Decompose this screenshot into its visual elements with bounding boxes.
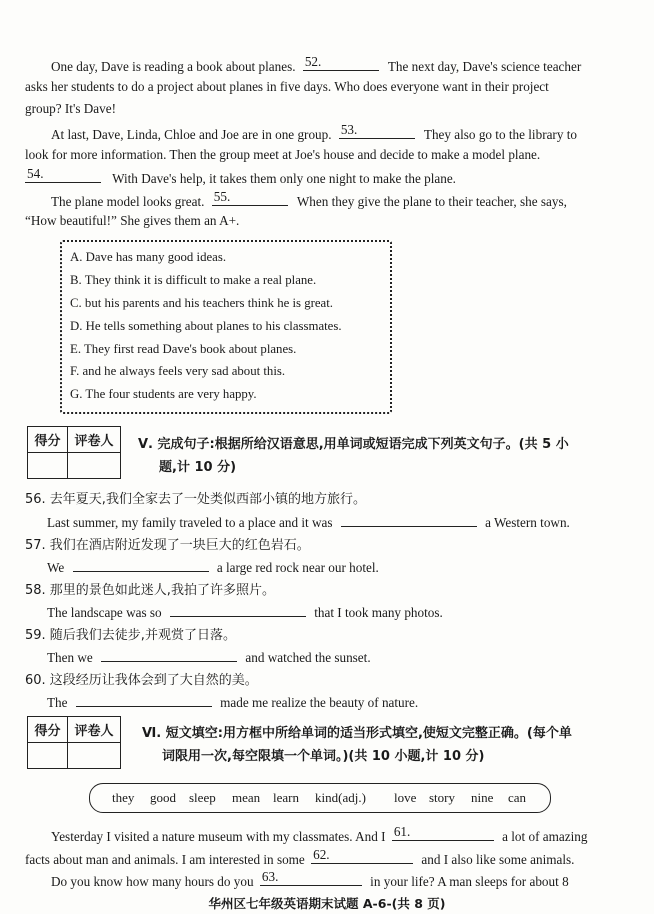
q60-text-b: made me realize the beauty of nature. [220,695,419,710]
section-6-title-cont: 词限用一次,每空限填一个单词。)(共 10 小题,计 10 分) [162,749,485,764]
q58-english [47,602,443,621]
q60-blank[interactable] [76,692,212,707]
q59-english [47,647,371,666]
options-box [60,240,392,414]
option-b: B. They think it is difficult to make a real plane. [70,273,317,287]
word-love: love [394,790,417,805]
passage2-line-3 [51,871,569,890]
passage-text: When they give the plane to their teacher, she says, [296,194,567,209]
word-good: good [150,790,176,805]
passage-text: “How beautiful!” She gives them an A+. [25,213,240,228]
passage2-text: Yesterday I visited a nature museum with my classmates. And I [51,829,386,844]
passage-line-1 [51,56,581,75]
passage-text: look for more information. Then the group meet at Joe's house and decide to make a model plane. [25,147,541,162]
passage-text: asks her students to do a project about planes in five days. Who does everyone want in their project [25,79,549,94]
passage-line-7 [51,191,567,210]
word-learn: learn [273,790,299,805]
passage2-text: in your life? A man sleeps for about 8 [370,874,569,889]
blank-53[interactable]: 53. [339,124,415,139]
section-5-title-cont: 题,计 10 分) [159,460,237,475]
q57-english [47,557,379,576]
q56-chinese: 56. 去年夏天,我们全家去了一处类似西部小镇的地方旅行。 [25,492,366,507]
word-sleep: sleep [189,790,216,805]
option-f: F. and he always feels very sad about this. [70,364,286,378]
section-5-title: Ⅴ. 完成句子:根据所给汉语意思,用单词或短语完成下列英文句子。(共 5 小 [138,437,569,452]
word-kind: kind(adj.) [315,790,366,805]
word-mean: mean [232,790,261,805]
q56-blank[interactable] [341,512,477,527]
score-table-6 [27,716,121,769]
q59-chinese: 59. 随后我们去徒步,并观赏了日落。 [25,628,236,643]
passage2-text: facts about man and animals. I am interested in some [25,852,305,867]
q56-text-b: a Western town. [485,515,570,530]
passage-line-8 [25,213,239,229]
q59-text-a: Then we [47,650,93,665]
q57-text-a: We [47,560,65,575]
passage-text: With Dave's help, it takes them only one night to make the plane. [112,171,456,186]
word-can: can [508,790,527,805]
passage-line-4 [51,124,577,143]
grader-cell[interactable] [68,743,121,769]
q60-text-a: The [47,695,68,710]
section-6-title: Ⅵ. 短文填空:用方框中所给单词的适当形式填空,使短文完整正确。(每个单 [142,726,572,741]
score-cell[interactable] [28,743,68,769]
passage-line-5 [25,147,540,163]
passage-text: They also go to the library to [423,127,577,142]
blank-54[interactable]: 54. [25,168,101,183]
option-a: A. Dave has many good ideas. [70,250,227,264]
passage2-line-1 [51,826,587,845]
q59-blank[interactable] [101,647,237,662]
word-bank [89,783,551,813]
score-label: 得分 [28,717,68,743]
passage-text: group? It's Dave! [25,101,116,116]
q60-english [47,692,418,711]
blank-52[interactable]: 52. [303,56,379,71]
q60-chinese: 60. 这段经历让我体会到了大自然的美。 [25,673,258,688]
option-d: D. He tells something about planes to his classmates. [70,319,342,333]
passage-text: The next day, Dave's science teacher [387,59,582,74]
grader-label: 评卷人 [68,717,121,743]
word-nine: nine [471,790,494,805]
q57-chinese: 57. 我们在酒店附近发现了一块巨大的红色岩石。 [25,538,310,553]
score-label: 得分 [28,427,68,453]
q58-text-a: The landscape was so [47,605,162,620]
q56-text-a: Last summer, my family traveled to a place and it was [47,515,333,530]
option-c: C. but his parents and his teachers think he is great. [70,296,333,310]
passage2-text: and I also like some animals. [421,852,575,867]
passage-line-3 [25,101,116,117]
score-cell[interactable] [28,453,68,479]
q57-text-b: a large red rock near our hotel. [216,560,379,575]
score-table-5 [27,426,121,479]
passage2-text: a lot of amazing [502,829,588,844]
q58-text-b: that I took many photos. [314,605,443,620]
passage-text: One day, Dave is reading a book about planes. [51,59,296,74]
word-story: story [429,790,455,805]
grader-label: 评卷人 [68,427,121,453]
q58-blank[interactable] [170,602,306,617]
q57-blank[interactable] [73,557,209,572]
passage-text: The plane model looks great. [51,194,205,209]
passage-line-2 [25,79,549,95]
blank-55[interactable]: 55. [212,191,288,206]
blank-61[interactable]: 61. [392,826,494,841]
passage-line-6 [25,168,456,187]
word-they: they [112,790,135,805]
q56-english [47,512,570,531]
blank-62[interactable]: 62. [311,849,413,864]
grader-cell[interactable] [68,453,121,479]
q59-text-b: and watched the sunset. [245,650,371,665]
option-g: G. The four students are very happy. [70,387,257,401]
q58-chinese: 58. 那里的景色如此迷人,我拍了许多照片。 [25,583,275,598]
page-footer: 华州区七年级英语期末试题 A-6-(共 8 页) [208,896,446,911]
blank-63[interactable]: 63. [260,871,362,886]
passage2-text: Do you know how many hours do you [51,874,254,889]
option-e: E. They first read Dave's book about planes. [70,342,297,356]
passage-text: At last, Dave, Linda, Chloe and Joe are in one group. [51,127,332,142]
passage2-line-2 [25,849,574,868]
